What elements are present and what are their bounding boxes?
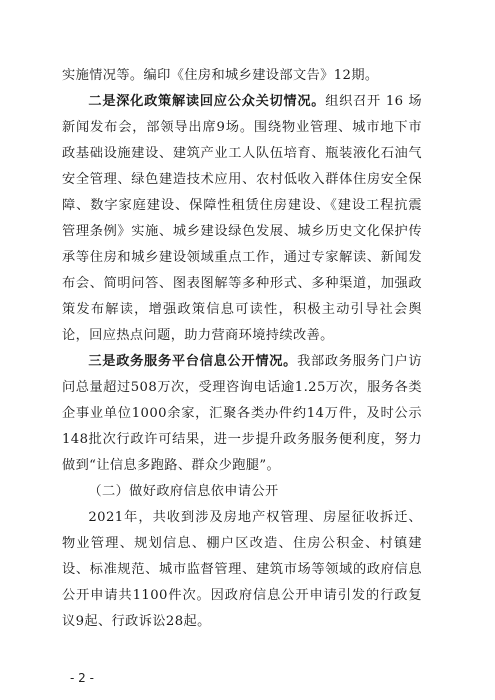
paragraph-lead: 三是政务服务平台信息公开情况。 [88,354,298,369]
paragraph-text: 组织召开 16 场新闻发布会，部领导出席9场。围绕物业管理、城市地下市政基础设施建设、建筑产业工人队伍培育、瓶装液化石油气安全管理、绿色建造技术应用、农村低收入群体住房安全保障、数字家庭建设、保障性租赁住房建设、《建设工程抗震管理条例》实施、城乡建设绿色发展、城乡历史文化保护传承等住房和城乡建设领域重点工作，通过专家解读、新闻发布会、简明问答、图表图解等多种形式、多种渠道，加强政策发布解读，增强政策信息可读性，积极主动引导社会舆论，回应热点问题，助力营商环境持续改善。 [62,94,422,343]
paragraph-text: 我部政务服务门户访问总量超过508万次，受理咨询电话逾1.25万次，服务各类企事业单位1000余家，汇聚各类办件约14万件，及时公示148批次行政许可结果，进一步提升政务服务便利度，努力做到“让信息多跑路、群众少跑腿”。 [62,354,422,473]
paragraph-policy-interpretation [62,89,422,349]
paragraph-lead: 二是深化政策解读回应公众关切情况。 [88,94,326,109]
section-subheading: （二）做好政府信息依申请公开 [88,484,279,499]
paragraph-text: 2021年，共收到涉及房地产权管理、房屋征收拆迁、物业管理、规划信息、棚户区改造、住房公积金、村镇建设、标准规范、城市监督管理、建筑市场等领域的政府信息公开申请共1100件次。因政府信息公开申请引发的行政复议9起、行政诉讼28起。 [62,510,422,629]
paragraph-applications [62,505,422,635]
page-number: - 2 - [70,671,94,685]
paragraph-text: 实施情况等。编印《住房和城乡建设部文告》12期。 [62,68,379,83]
paragraph-continuation [62,63,422,89]
paragraph-service-platform [62,349,422,479]
document-body [62,63,422,635]
